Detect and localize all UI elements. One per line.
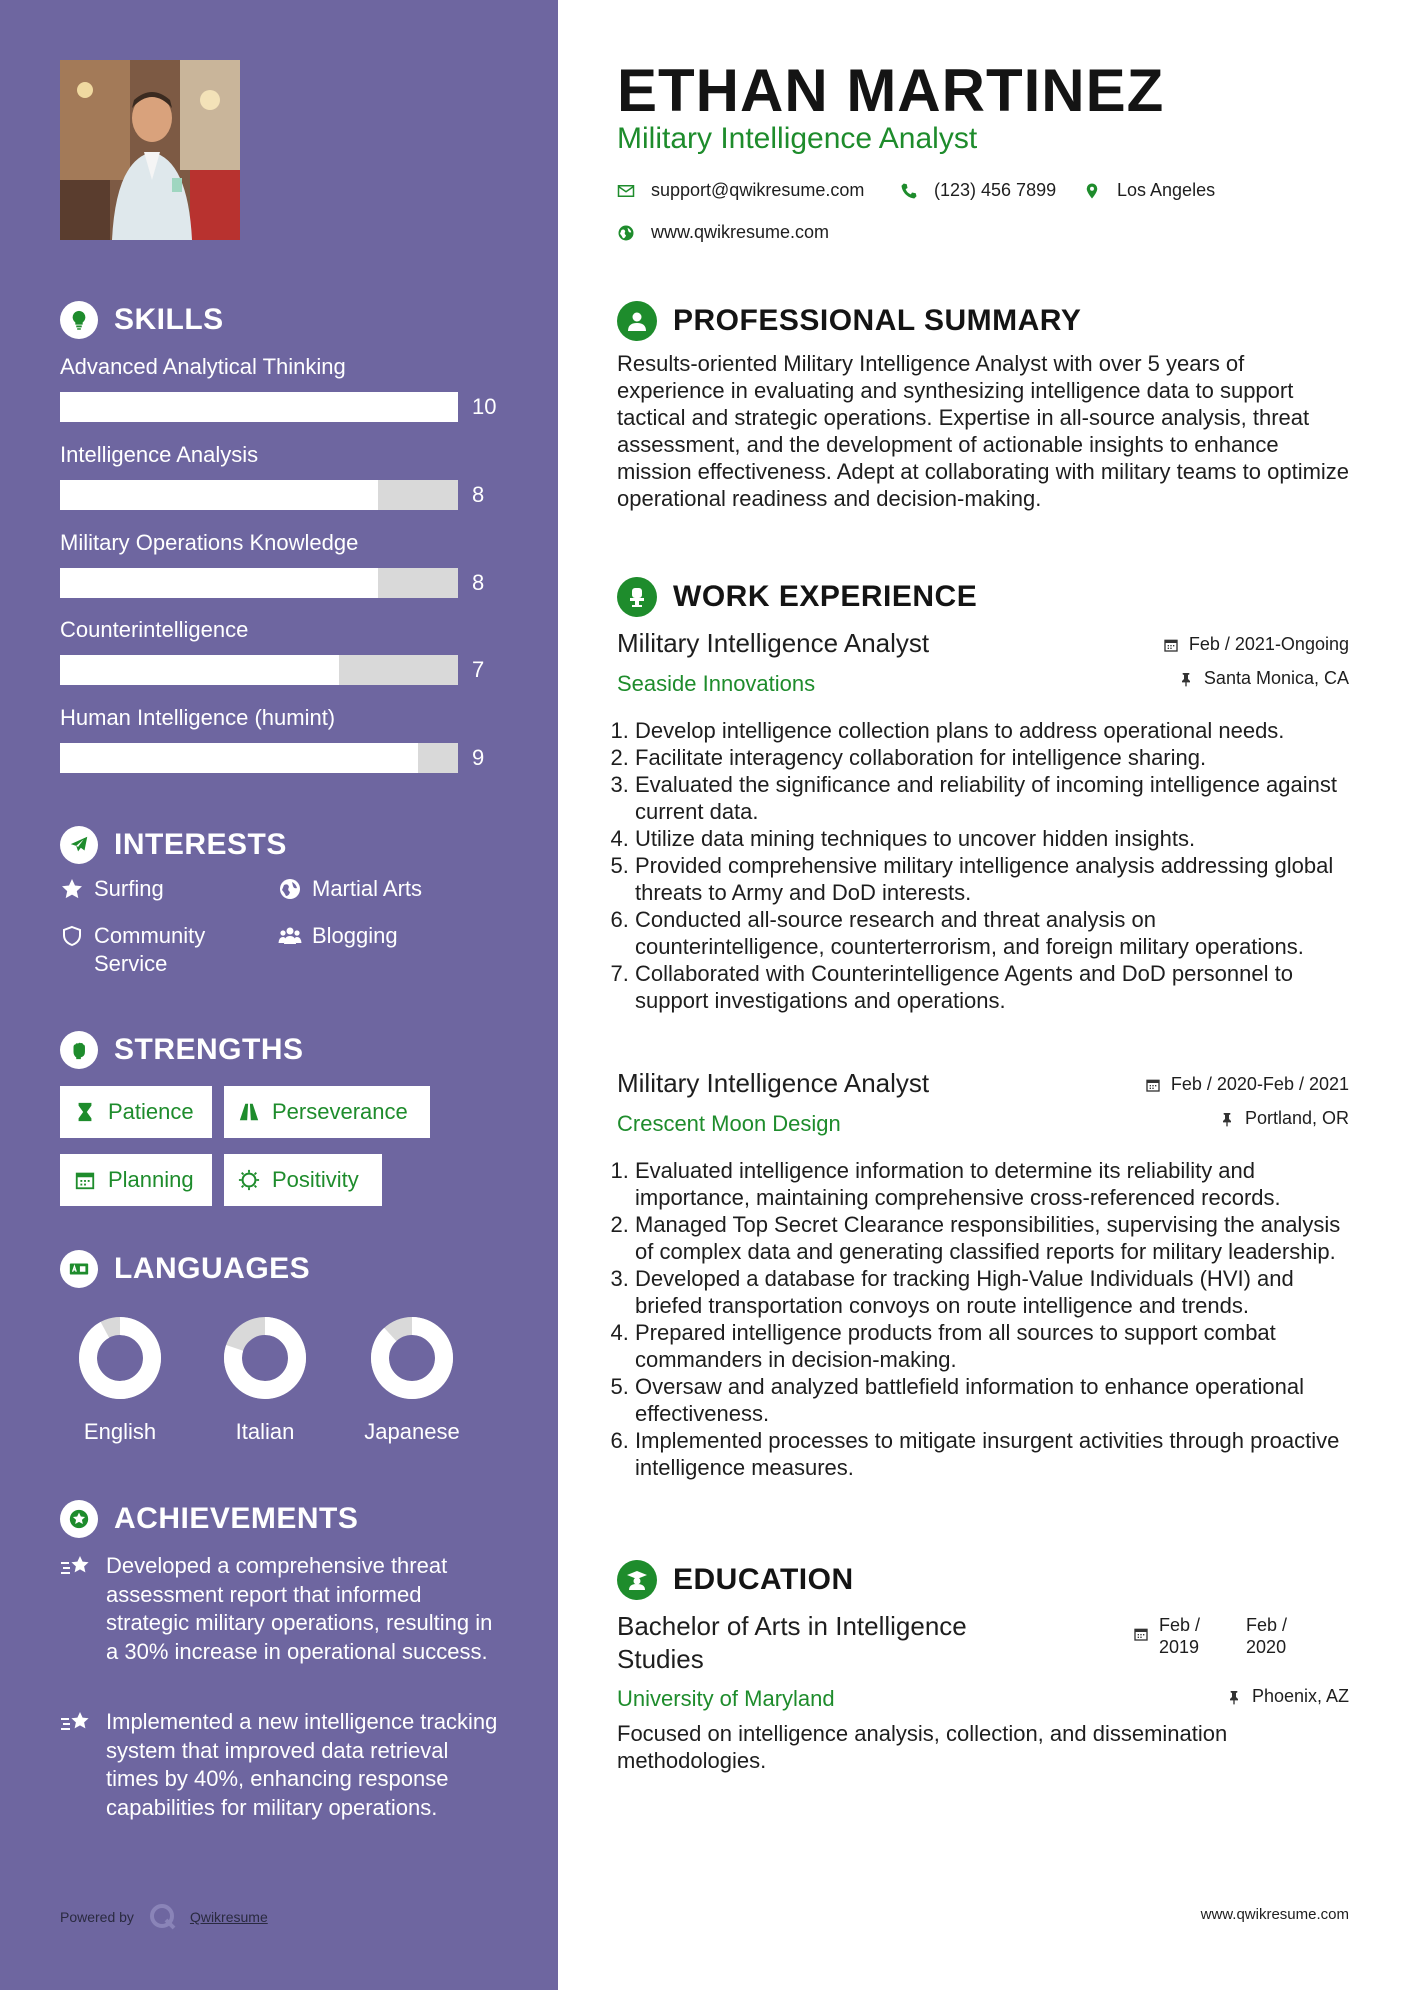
calendar-icon: [1133, 1626, 1149, 1642]
skill-bar-fill: [60, 392, 458, 422]
location-text: Los Angeles: [1117, 180, 1216, 200]
interest-label: Community Service: [94, 923, 206, 976]
education-heading: [617, 1560, 854, 1600]
language-name: Japanese: [364, 1419, 460, 1444]
sun-icon: [238, 1169, 260, 1191]
skill-bar: [60, 655, 458, 685]
contact-phone[interactable]: [900, 180, 1056, 201]
responsibility-item: 2. Managed Top Secret Clearance responsibilities, supervising the analysis of complex data and generating classified reports for military leadership.: [635, 1211, 1349, 1265]
skill-bar: [60, 480, 458, 510]
email-text: support@qwikresume.com: [651, 180, 865, 200]
achievements-heading: [60, 1500, 358, 1538]
skills-heading: [60, 301, 224, 339]
powered-by-label: Powered by: [60, 1909, 134, 1925]
job-location: [1219, 1108, 1349, 1129]
language-item: [352, 1315, 472, 1445]
education-location-text: Phoenix, AZ: [1251, 1686, 1349, 1706]
skill-bar-fill: [60, 743, 418, 773]
job-entry: [617, 628, 1349, 1014]
achievement-item: [60, 1552, 500, 1666]
summary-heading: [617, 301, 1081, 341]
pushpin-icon: [1226, 1689, 1242, 1705]
job-company: Seaside Innovations: [617, 671, 816, 696]
language-donut: [77, 1315, 163, 1401]
summary-title: PROFESSIONAL SUMMARY: [673, 304, 1082, 337]
education-dates: [1133, 1614, 1287, 1658]
language-donut: [369, 1315, 455, 1401]
education-start-month: Feb /: [1159, 1615, 1201, 1635]
interest-blogging: [278, 922, 462, 950]
achievements-title: ACHIEVEMENTS: [114, 1502, 359, 1535]
globe-icon: [617, 224, 635, 242]
education-end: [1246, 1614, 1287, 1658]
shooting-star-icon: [60, 1554, 92, 1580]
education-description: Focused on intelligence analysis, collection, and dissemination methodologies.: [617, 1721, 1228, 1773]
job-dates-text: Feb / 2021-Ongoing: [1188, 634, 1349, 654]
interest-label: Surfing: [94, 876, 164, 901]
education-location: [1226, 1686, 1349, 1707]
skill-bar-fill: [60, 568, 378, 598]
star-icon: [60, 877, 84, 901]
job-responsibilities: [617, 717, 1349, 1014]
pushpin-icon: [1219, 1111, 1235, 1127]
language-item: [205, 1315, 325, 1445]
responsibility-item: 4. Utilize data mining techniques to uncover hidden insights.: [635, 825, 1349, 852]
experience-title: WORK EXPERIENCE: [673, 580, 978, 613]
skill-name: Human Intelligence (humint): [60, 705, 336, 730]
lightbulb-icon: [60, 301, 98, 339]
envelope-icon: [617, 182, 635, 200]
shooting-star-icon: [60, 1710, 92, 1736]
skill-value: 8: [472, 570, 485, 595]
qwikresume-link[interactable]: Qwikresume: [189, 1909, 268, 1925]
footer-website[interactable]: www.qwikresume.com: [1200, 1906, 1349, 1923]
responsibility-item: 6. Conducted all-source research and threat analysis on counterintelligence, counterterrorism, and foreign military operations.: [635, 906, 1349, 960]
education-start-year: 2019: [1159, 1637, 1200, 1657]
skill-item: [60, 352, 500, 419]
graduate-icon: [617, 1560, 657, 1600]
experience-heading: [617, 577, 977, 617]
job-dates: [1163, 634, 1349, 655]
star-badge-icon: [60, 1500, 98, 1538]
job-location: [1178, 668, 1349, 689]
language-name: English: [83, 1419, 157, 1444]
education-end-year: 2020: [1246, 1637, 1287, 1657]
achievement-text: Implemented a new intelligence tracking system that improved data retrieval times by 40%, enhancing response capabilities for military operations.: [106, 1709, 498, 1820]
pushpin-icon: [1178, 671, 1194, 687]
strengths-heading: [60, 1031, 304, 1069]
qwikresume-logo-icon: [148, 1902, 178, 1932]
summary-text: Results-oriented Military Intelligence Analyst with over 5 years of experience in evaluating and synthesizing intelligence data to support tactical and strategic operations. Expertise in all-source analysis, threat assessment, and the development of actionable insights to enhance mission effectiveness. Adept at collaborating with military teams to optimize operational readiness and decision-making.: [617, 351, 1350, 511]
education-start: [1159, 1614, 1200, 1658]
language-donut: [222, 1315, 308, 1401]
globe-icon: [278, 877, 302, 901]
strengths-title: STRENGTHS: [114, 1033, 304, 1066]
language-icon: [60, 1250, 98, 1288]
sidebar: [0, 0, 558, 1990]
job-company: Crescent Moon Design: [617, 1111, 841, 1136]
job-entry: [617, 1068, 1349, 1481]
powered-by: [60, 1902, 268, 1932]
skills-title: SKILLS: [114, 303, 224, 336]
job-dates: [1145, 1074, 1349, 1095]
strength-label: Patience: [108, 1099, 194, 1124]
language-name: Italian: [235, 1419, 295, 1444]
job-title: Military Intelligence Analyst: [617, 628, 930, 658]
phone-icon: [900, 182, 918, 200]
skill-value: 8: [472, 482, 485, 507]
briefcase-chair-icon: [617, 577, 657, 617]
profile-photo: [60, 60, 240, 240]
paper-plane-icon: [60, 826, 98, 864]
strength-patience: [60, 1086, 212, 1138]
job-dates-text: Feb / 2020-Feb / 2021: [1170, 1074, 1349, 1094]
website-text: www.qwikresume.com: [651, 222, 830, 242]
responsibility-item: 2. Facilitate interagency collaboration for intelligence sharing.: [635, 744, 1349, 771]
responsibility-item: 5. Oversaw and analyzed battlefield information to enhance operational effectiveness.: [635, 1373, 1349, 1427]
strength-label: Positivity: [272, 1167, 359, 1192]
interest-community-service: [60, 922, 244, 978]
calendar-icon: [1163, 637, 1179, 653]
interests-heading: [60, 826, 287, 864]
strength-positivity: [224, 1154, 382, 1206]
candidate-name: ETHAN MARTINEZ: [617, 57, 1165, 124]
skill-name: Intelligence Analysis: [60, 442, 259, 467]
languages-heading: [60, 1250, 310, 1288]
responsibility-item: 1. Develop intelligence collection plans to address operational needs.: [635, 717, 1349, 744]
skill-bar: [60, 743, 458, 773]
hourglass-icon: [74, 1101, 96, 1123]
education-end-month: Feb /: [1246, 1615, 1288, 1635]
fist-icon: [60, 1031, 98, 1069]
skill-item: [60, 703, 500, 770]
job-title: Military Intelligence Analyst: [617, 1068, 930, 1098]
skill-bar-fill: [60, 655, 339, 685]
candidate-title: Military Intelligence Analyst: [617, 122, 978, 155]
skill-value: 10: [472, 394, 497, 419]
language-item: [60, 1315, 180, 1445]
skill-value: 9: [472, 745, 485, 770]
responsibility-item: 5. Provided comprehensive military intelligence analysis addressing global threats to Army and DoD interests.: [635, 852, 1349, 906]
achievement-text: Developed a comprehensive threat assessment report that informed strategic military operations, resulting in a 30% increase in operational success.: [106, 1553, 493, 1664]
strength-label: Planning: [108, 1167, 194, 1192]
contact-location: [1083, 180, 1215, 201]
calendar-icon: [1145, 1077, 1161, 1093]
job-location-text: Portland, OR: [1244, 1108, 1349, 1128]
skill-bar: [60, 568, 458, 598]
skill-item: [60, 528, 500, 595]
contact-website[interactable]: [617, 222, 829, 243]
strength-perseverance: [224, 1086, 430, 1138]
languages-title: LANGUAGES: [114, 1252, 311, 1285]
skill-name: Counterintelligence: [60, 617, 249, 642]
responsibility-item: 7. Collaborated with Counterintelligence Agents and DoD personnel to support investigations and operations.: [635, 960, 1349, 1014]
shield-icon: [60, 924, 84, 948]
school-name: University of Maryland: [617, 1686, 835, 1711]
interest-label: Blogging: [312, 923, 398, 948]
road-icon: [238, 1101, 260, 1123]
calendar-icon: [74, 1169, 96, 1191]
responsibility-item: 4. Prepared intelligence products from all sources to support combat commanders in decision-making.: [635, 1319, 1349, 1373]
skill-value: 7: [472, 657, 485, 682]
interest-martial-arts: [278, 875, 462, 903]
achievement-item: [60, 1708, 500, 1822]
education-entry: [617, 1610, 1349, 1774]
skill-item: [60, 615, 500, 682]
contact-email[interactable]: [617, 180, 864, 201]
skill-name: Military Operations Knowledge: [60, 530, 359, 555]
map-pin-icon: [1083, 182, 1101, 200]
skill-bar: [60, 392, 458, 422]
interest-label: Martial Arts: [312, 876, 423, 901]
responsibility-item: 3. Developed a database for tracking High-Value Individuals (HVI) and briefed transportation convoys on route intelligence and trends.: [635, 1265, 1349, 1319]
responsibility-item: 3. Evaluated the significance and reliability of incoming intelligence against current data.: [635, 771, 1349, 825]
phone-text: (123) 456 7899: [934, 180, 1057, 200]
user-icon: [617, 301, 657, 341]
education-title: EDUCATION: [673, 1563, 854, 1596]
users-icon: [278, 924, 302, 948]
skill-bar-fill: [60, 480, 378, 510]
interest-surfing: [60, 875, 244, 903]
skill-item: [60, 440, 500, 507]
strength-planning: [60, 1154, 212, 1206]
skill-name: Advanced Analytical Thinking: [60, 354, 346, 379]
strength-label: Perseverance: [272, 1099, 408, 1124]
responsibility-item: 1. Evaluated intelligence information to determine its reliability and importance, maintaining comprehensive cross-referenced records.: [635, 1157, 1349, 1211]
interests-title: INTERESTS: [114, 828, 287, 861]
responsibility-item: 6. Implemented processes to mitigate insurgent activities through proactive intelligence measures.: [635, 1427, 1349, 1481]
job-responsibilities: [617, 1157, 1349, 1481]
job-location-text: Santa Monica, CA: [1203, 668, 1349, 688]
degree-title: Bachelor of Arts in Intelligence Studies: [617, 1611, 967, 1674]
